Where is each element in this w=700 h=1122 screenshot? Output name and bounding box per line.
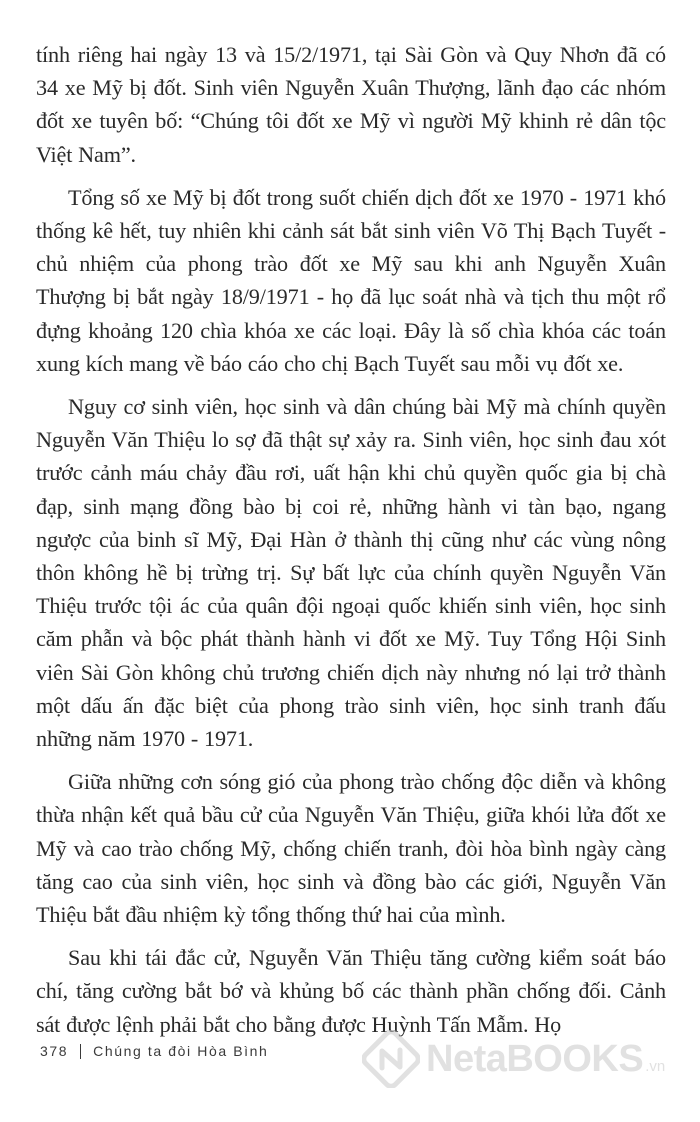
footer-divider: [80, 1044, 81, 1059]
paragraph-2: Tổng số xe Mỹ bị đốt trong suốt chiến dịch đốt xe 1970 - 1971 khó thống kê hết, tuy nhiên khi cảnh sát bắt sinh viên Võ Thị Bạch Tuyết - chủ nhiệm của phong trào đốt xe Mỹ sau khi anh Nguyễn Xuân Thượng bị bắt ngày 18/9/1971 - họ đã lục soát nhà và tịch thu một rổ đựng khoảng 120 chìa khóa xe các loại. Đây là số chìa khóa các toán xung kích mang về báo cáo cho chị Bạch Tuyết sau mỗi vụ đốt xe.: [36, 184, 666, 376]
paragraph-5: Sau khi tái đắc cử, Nguyễn Văn Thiệu tăng cường kiểm soát báo chí, tăng cường bắt bớ và khủng bố các thành phần chống đối. Cảnh sát được lệnh phải bắt cho bằng được Huỳnh Tấn Mẫm. Họ: [36, 945, 666, 1037]
page-footer: [40, 1043, 268, 1059]
watermark-brand: NetaBOOKS: [426, 1038, 644, 1080]
running-title: Chúng ta đòi Hòa Bình: [93, 1043, 269, 1059]
watermark: [362, 1030, 665, 1088]
page-number: 378: [40, 1043, 69, 1059]
netabooks-logo-icon: [362, 1030, 420, 1088]
watermark-suffix: .vn: [645, 1057, 666, 1075]
paragraph-3: Nguy cơ sinh viên, học sinh và dân chúng bài Mỹ mà chính quyền Nguyễn Văn Thiệu lo sợ đã thật sự xảy ra. Sinh viên, học sinh đau xót trước cảnh máu chảy đầu rơi, uất hận khi chủ quyền quốc gia bị chà đạp, sinh mạng đồng bào bị coi rẻ, những hành vi tàn bạo, ngang ngược của binh sĩ Mỹ, Đại Hàn ở thành thị cũng như các vùng nông thôn không hề bị trừng trị. Sự bất lực của chính quyền Nguyễn Văn Thiệu trước tội ác của quân đội ngoại quốc khiến sinh viên, học sinh căm phẫn và bộc phát thành hành vi đốt xe Mỹ. Tuy Tổng Hội Sinh viên Sài Gòn không chủ trương chiến dịch này nhưng nó lại trở thành một dấu ấn đặc biệt của phong trào sinh viên, học sinh tranh đấu những năm 1970 - 1971.: [36, 394, 666, 752]
page-body: [36, 38, 666, 1051]
paragraph-4: Giữa những cơn sóng gió của phong trào chống độc diễn và không thừa nhận kết quả bầu cử của Nguyễn Văn Thiệu, giữa khói lửa đốt xe Mỹ và cao trào chống Mỹ, chống chiến tranh, đòi hòa bình ngày càng tăng cao của sinh viên, học sinh và đồng bào các giới, Nguyễn Văn Thiệu bắt đầu nhiệm kỳ tổng thống thứ hai của mình.: [36, 769, 666, 928]
paragraph-1: tính riêng hai ngày 13 và 15/2/1971, tại Sài Gòn và Quy Nhơn đã có 34 xe Mỹ bị đốt. Sinh viên Nguyễn Xuân Thượng, lãnh đạo các nhóm đốt xe tuyên bố: “Chúng tôi đốt xe Mỹ vì người Mỹ khinh rẻ dân tộc Việt Nam”.: [36, 42, 666, 167]
